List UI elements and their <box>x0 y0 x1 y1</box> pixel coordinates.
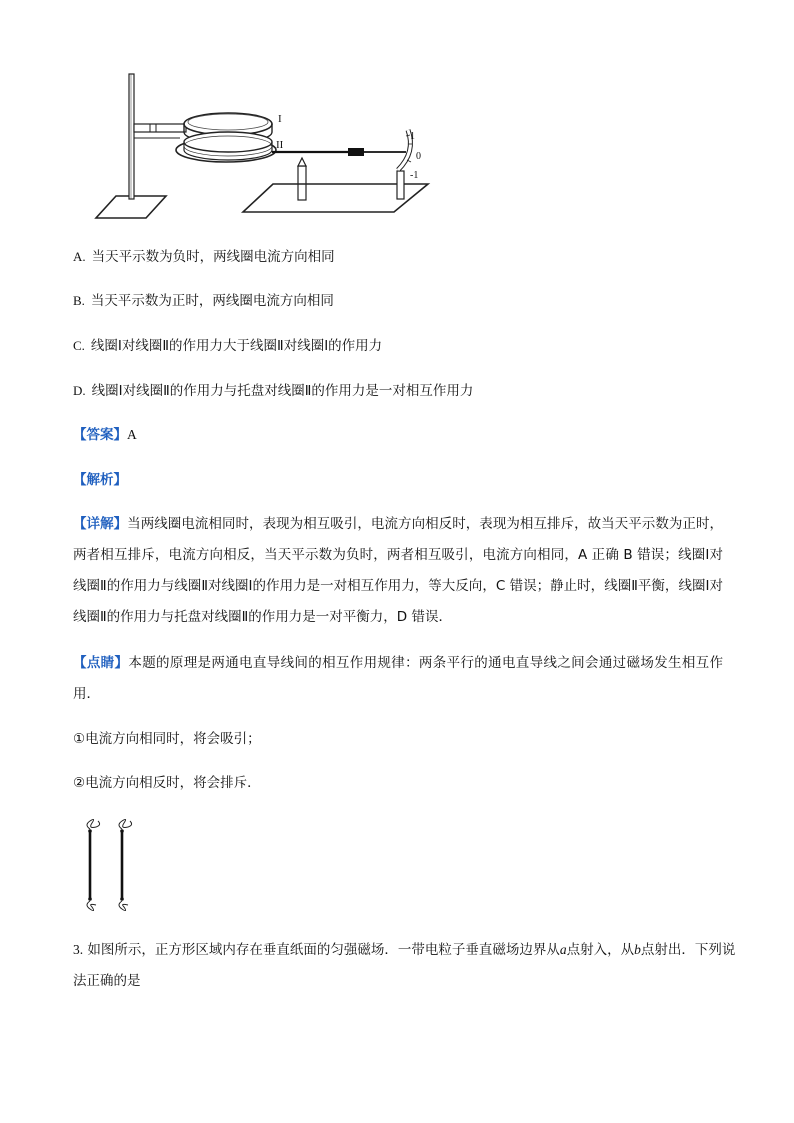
option-d-key: D. <box>73 383 86 398</box>
question-three-number: 3. <box>73 942 84 957</box>
option-c-key: C. <box>73 338 85 353</box>
option-d-text: 线圈Ⅰ对线圈Ⅱ的作用力与托盘对线圈Ⅱ的作用力是一对相互作用力 <box>91 383 474 399</box>
detail-paragraph <box>73 509 723 633</box>
question-three-text-2: 点射入，从 <box>566 942 635 958</box>
pivot-post <box>298 166 306 200</box>
detail-text: 当两线圈电流相同时，表现为相互吸引，电流方向相反时，表现为相互排斥，故当天平示数为正时，两者相互排斥，电流方向相反，当天平示数为负时，两者相互吸引，电流方向相同，A 正确 B 错误；线圈Ⅰ对线圈Ⅱ的作用力与线圈Ⅱ对线圈Ⅰ的作用力是一对相互作用力，等大反向，C 错误；静止时，线圈Ⅱ平衡，线圈Ⅰ对线圈Ⅱ的作用力与托盘对线圈Ⅱ的作用力是一对平衡力，D 错误． <box>73 516 724 625</box>
comment-text: 本题的原理是两通电直导线间的相互作用规律：两条平行的通电直导线之间会通过磁场发生相互作用． <box>73 655 724 702</box>
right-wire-top-coil <box>119 819 132 829</box>
coil-label-one: I <box>278 113 282 125</box>
option-a <box>73 248 335 266</box>
option-b <box>73 292 334 310</box>
scale-label-zero: 0 <box>416 151 421 162</box>
scale-post <box>397 171 404 199</box>
left-wire-top-coil <box>87 819 100 829</box>
scale-label-negative: -1 <box>410 170 419 181</box>
question-three-text-3: 点射出．下列说法正确的是 <box>73 942 736 989</box>
point-b-label: b <box>634 942 641 957</box>
option-d <box>73 382 473 400</box>
point-a-label: a <box>559 942 567 957</box>
clamp-arm <box>134 124 186 132</box>
option-b-key: B. <box>73 293 85 308</box>
option-c <box>73 337 382 355</box>
left-wire-bottom-coil <box>87 901 96 911</box>
stand-rod <box>129 74 134 199</box>
right-wire-bottom-coil <box>119 901 128 911</box>
option-b-text: 当天平示数为正时，两线圈电流方向相同 <box>90 293 334 309</box>
question-three-text-1: 如图所示，正方形区域内存在垂直纸面的匀强磁场．一带电粒子垂直磁场边界从 <box>87 942 560 958</box>
coil-label-two: II <box>276 139 284 151</box>
option-a-key: A. <box>73 249 86 264</box>
rule-same-direction: ①电流方向相同时，将会吸引； <box>73 731 261 747</box>
answer-value: A <box>127 427 137 442</box>
analysis-line <box>73 471 127 489</box>
parallel-wires-figure <box>78 815 138 917</box>
counterweight <box>348 148 364 156</box>
option-a-text: 当天平示数为负时，两线圈电流方向相同 <box>91 249 335 265</box>
current-balance-figure <box>88 66 448 226</box>
answer-tag: 【答案】 <box>73 427 127 443</box>
question-three <box>73 934 743 997</box>
scale-label-positive: 1 <box>410 131 415 142</box>
analysis-tag: 【解析】 <box>73 472 127 488</box>
coil-two <box>184 132 272 152</box>
rule-opposite-direction: ②电流方向相反时，将会排斥． <box>73 775 261 791</box>
answer-line <box>73 426 137 444</box>
option-c-text: 线圈Ⅰ对线圈Ⅱ的作用力大于线圈Ⅱ对线圈Ⅰ的作用力 <box>90 338 383 354</box>
comment-paragraph <box>73 648 723 710</box>
comment-tag: 【点睛】 <box>73 655 129 671</box>
detail-tag: 【详解】 <box>73 516 128 532</box>
